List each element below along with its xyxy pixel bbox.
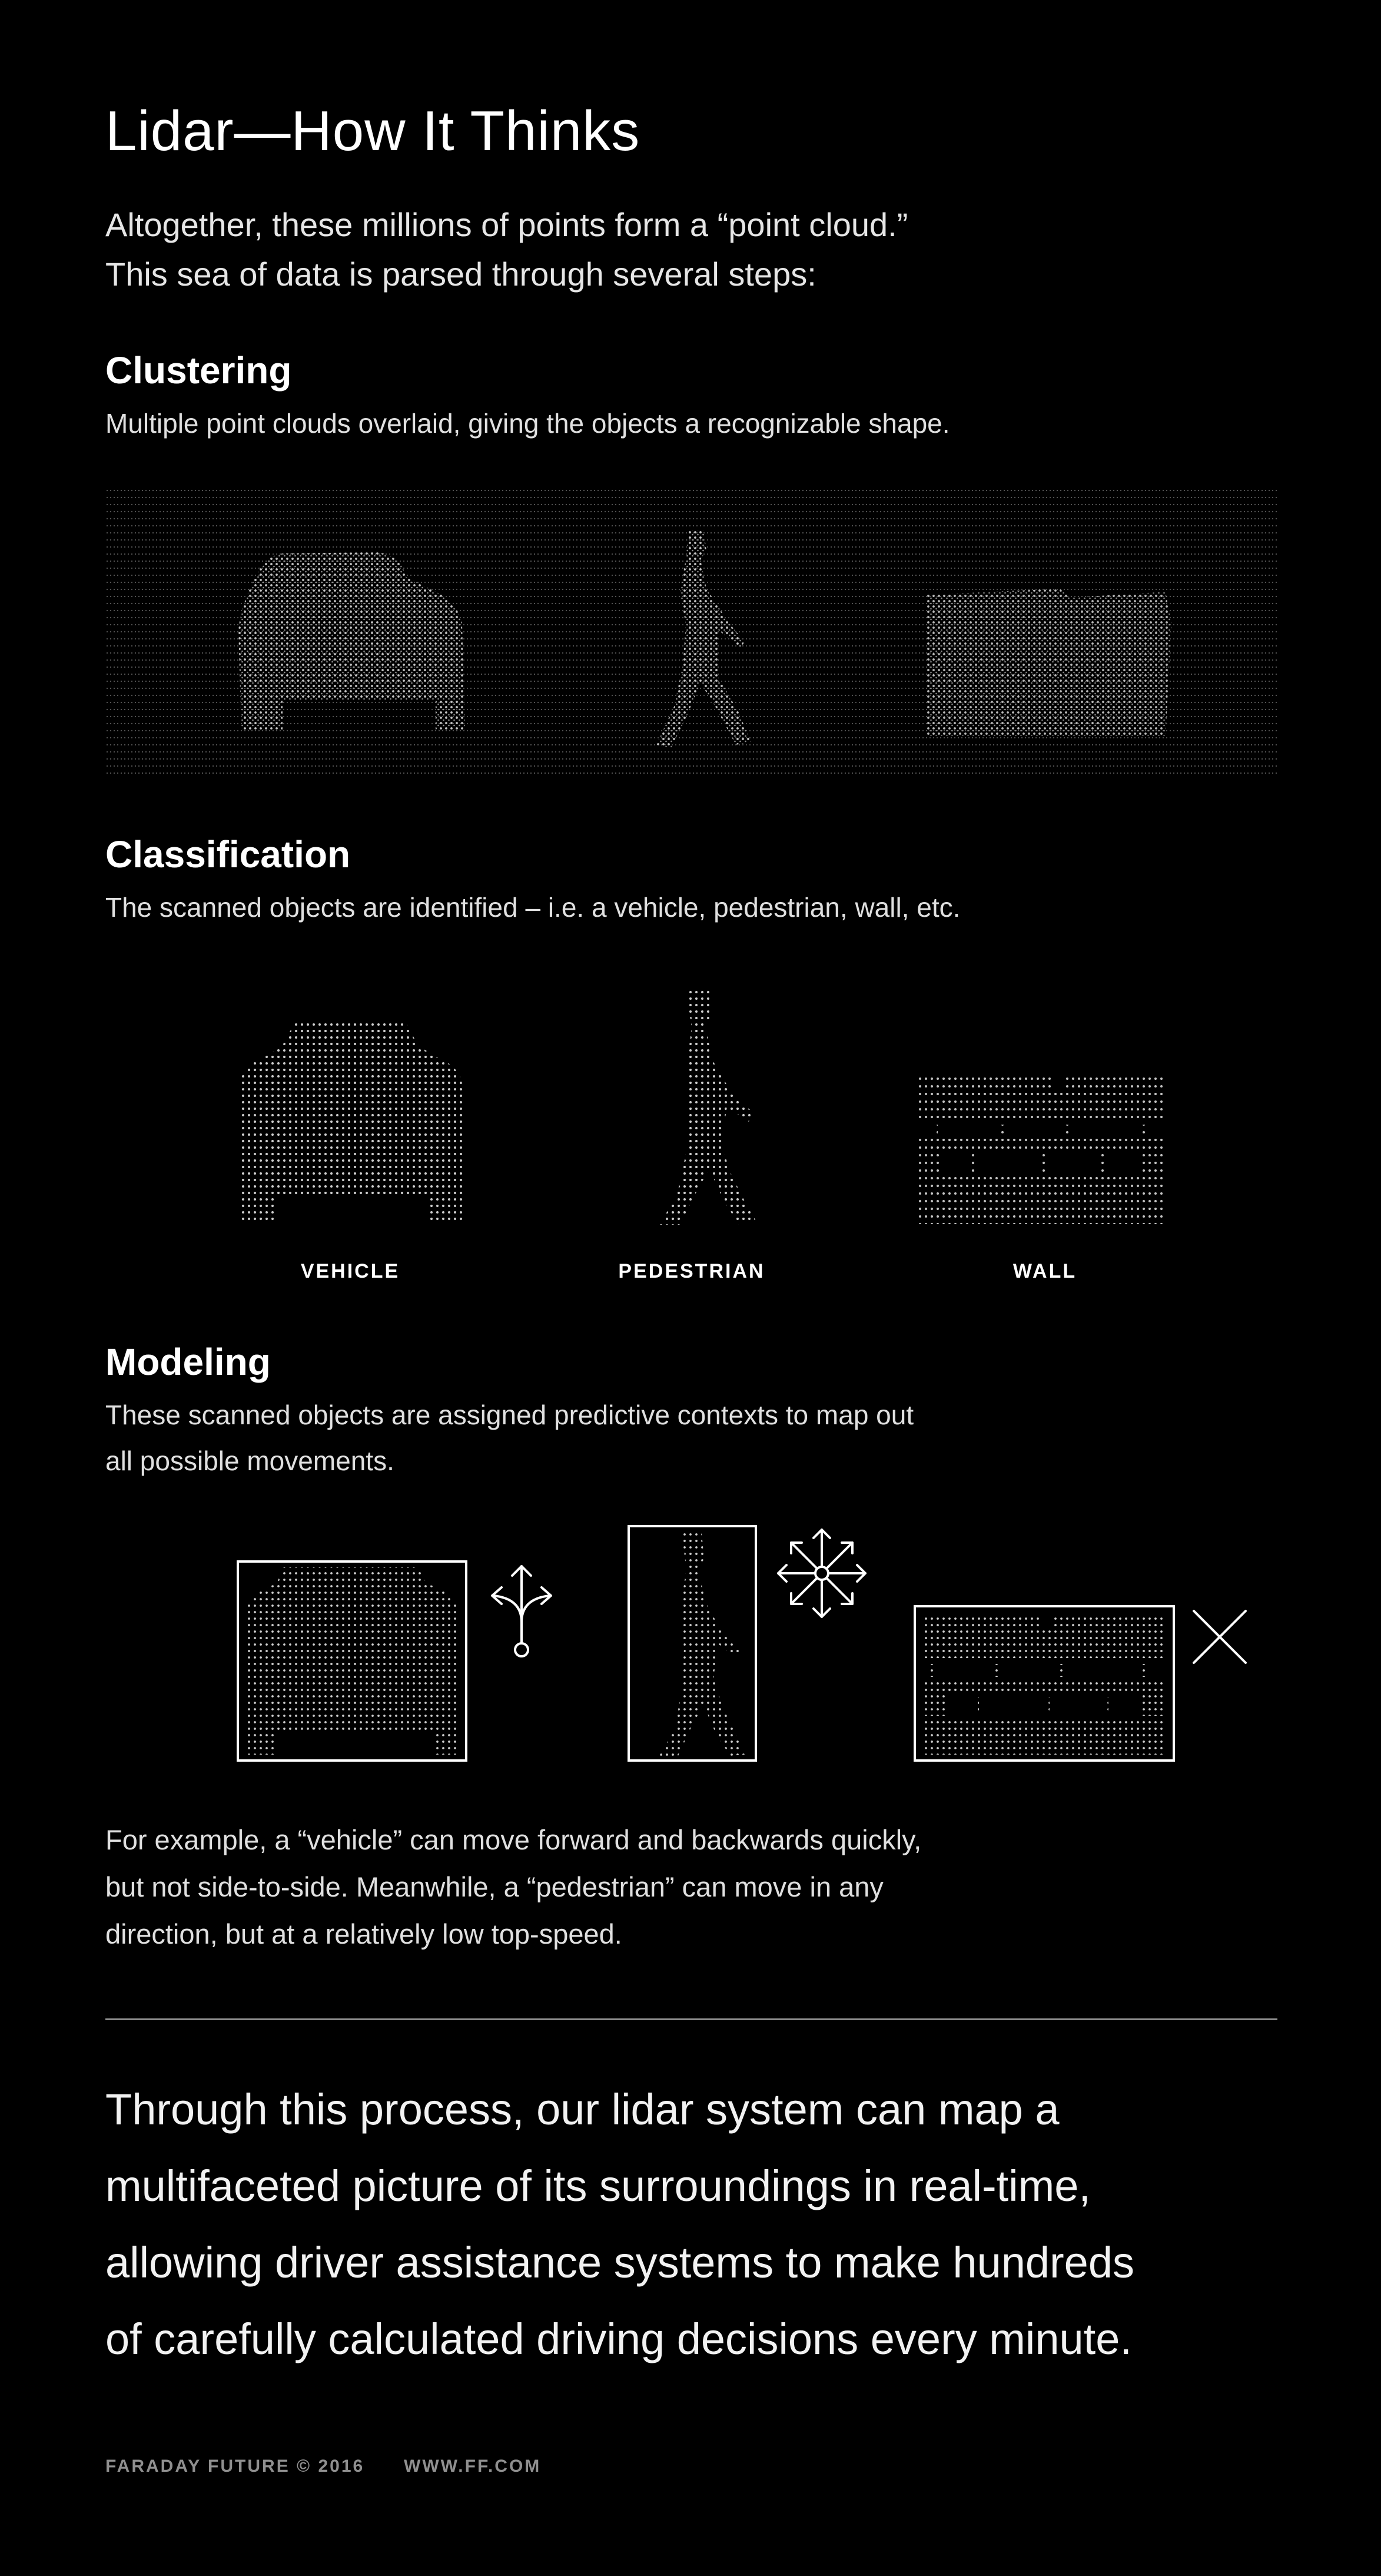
closing-line-2: multifaceted picture of its surroundings in real-time, (105, 2161, 1091, 2210)
intro-line-1: Altogether, these millions of points form a “point cloud.” (105, 206, 908, 243)
label-vehicle: VEHICLE (300, 1260, 400, 1282)
wall-shape (918, 1075, 1166, 1224)
eight-direction-arrows-icon (778, 1530, 865, 1617)
label-pedestrian: PEDESTRIAN (618, 1260, 765, 1282)
closing-line-1: Through this process, our lidar system can map a (105, 2085, 1060, 2134)
example-line-1: For example, a “vehicle” can move forward and backwards quickly, (105, 1824, 922, 1855)
point-cloud-scan (106, 489, 1277, 777)
clustering-heading: Clustering (105, 349, 292, 392)
modeling-heading: Modeling (105, 1341, 271, 1383)
section-divider (105, 2018, 1277, 2020)
intro-line-2: This sea of data is parsed through several steps: (105, 256, 816, 293)
classification-description: The scanned objects are identified – i.e. a vehicle, pedestrian, wall, etc. (105, 892, 961, 923)
modeling-description-line-2: all possible movements. (105, 1446, 394, 1476)
vehicle-shape (238, 1023, 462, 1222)
modeled-wall-box (915, 1606, 1174, 1761)
pedestrian-shape (659, 989, 756, 1225)
closing-line-3: allowing driver assistance systems to make hundreds (105, 2238, 1134, 2287)
modeling-description-line-1: These scanned objects are assigned predictive contexts to map out (105, 1400, 914, 1430)
classified-objects (106, 977, 1277, 1231)
example-line-3: direction, but at a relatively low top-speed. (105, 1918, 622, 1950)
clustering-description: Multiple point clouds overlaid, giving the objects a recognizable shape. (105, 408, 950, 439)
closing-statement (105, 2071, 1134, 2378)
fork-arrows-icon (492, 1566, 551, 1656)
label-wall: WALL (1012, 1260, 1077, 1282)
example-text (105, 1816, 921, 1958)
classification-heading: Classification (105, 833, 351, 876)
example-line-2: but not side-to-side. Meanwhile, a “pedestrian” can move in any (105, 1871, 884, 1902)
modeling-diagram (106, 1513, 1277, 1778)
modeled-pedestrian-box (629, 1526, 756, 1761)
footer-copyright: FARADAY FUTURE © 2016 (105, 2456, 365, 2476)
x-cross-icon (1194, 1611, 1246, 1663)
modeling-description (105, 1392, 914, 1484)
modeled-vehicle-box (238, 1561, 466, 1761)
footer-website-link[interactable]: WWW.FF.COM (404, 2456, 542, 2476)
wall-point-cloud (927, 589, 1171, 736)
closing-line-4: of carefully calculated driving decisions every minute. (105, 2315, 1132, 2363)
page-title: Lidar—How It Thinks (105, 100, 640, 163)
intro-text (105, 200, 908, 299)
